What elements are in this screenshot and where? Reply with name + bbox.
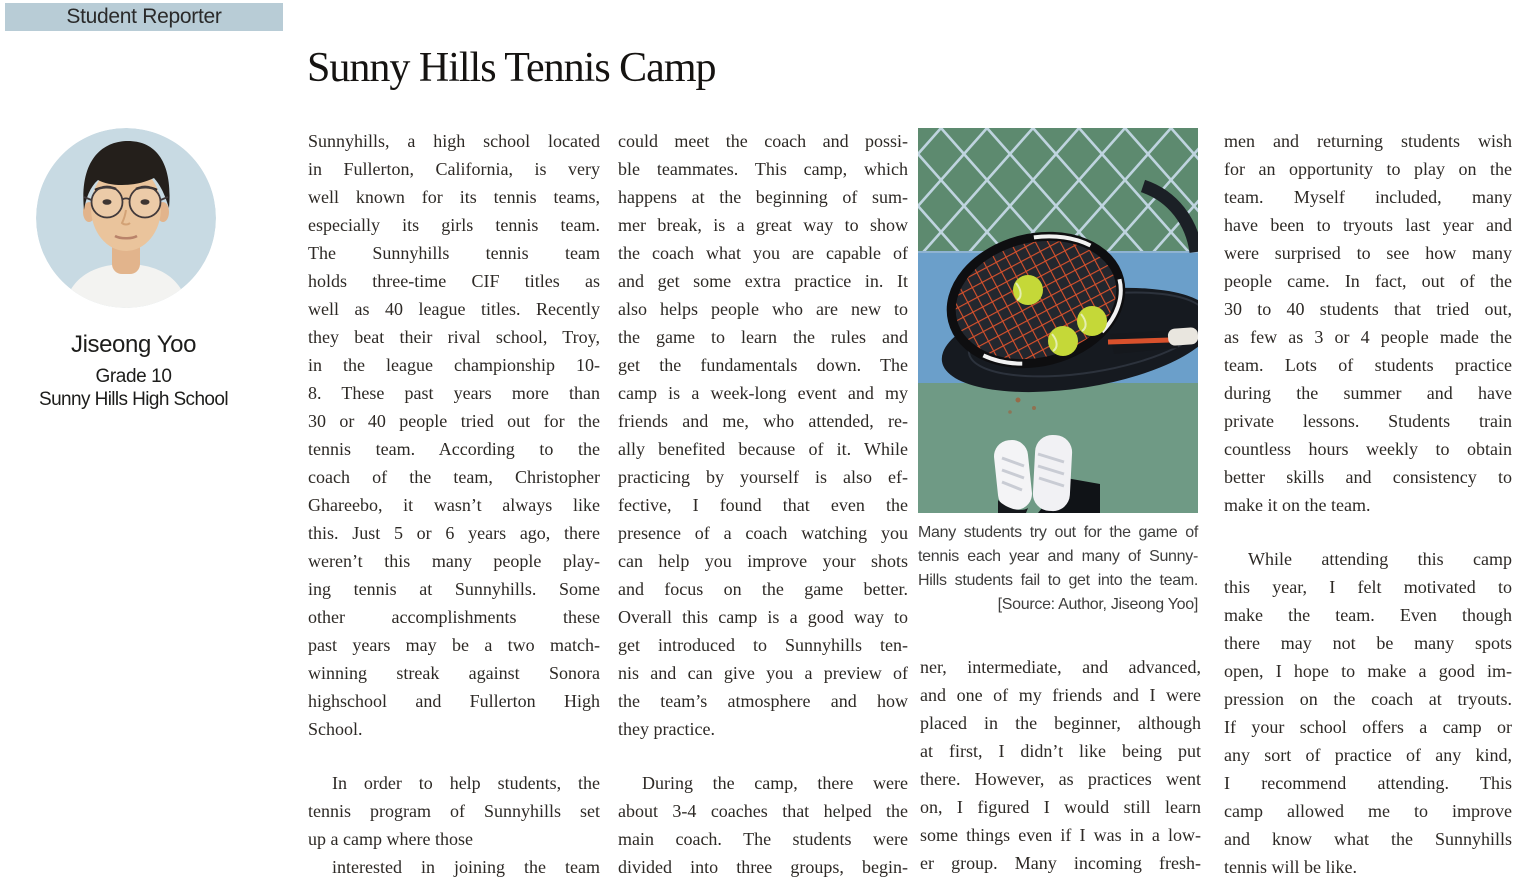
section-label: Student Reporter	[66, 5, 222, 28]
body-line: and focus on the game better.	[618, 579, 908, 599]
body-line: holds three-time CIF titles as	[308, 271, 600, 291]
body-line: coach of the team, Christopher	[308, 467, 600, 487]
glasses-icon	[92, 187, 123, 218]
body-line: camp allowed me to improve	[1224, 801, 1512, 821]
article-column-4	[1224, 127, 1512, 881]
body-line: there. However, as practices went	[920, 769, 1201, 789]
body-line: in Fullerton, California, is very	[308, 159, 600, 179]
caption-line: Hills students fail to get into the team.	[918, 572, 1198, 589]
section-banner	[5, 3, 283, 31]
body-line: ble teammates. This camp, which	[618, 159, 908, 179]
body-line: 30 to 40 students that tried out,	[1224, 299, 1512, 319]
body-line: fective, I found that even the	[618, 495, 908, 515]
body-line: divided into three groups, begin-	[618, 857, 908, 877]
body-line: main coach. The students were	[618, 829, 908, 849]
photo-caption	[918, 521, 1198, 617]
body-line: in the league championship 10-	[308, 355, 600, 375]
author-photo	[36, 128, 216, 308]
body-line: School.	[308, 719, 363, 739]
body-line: In order to help students, the	[332, 773, 600, 793]
author-grade: Grade 10	[95, 366, 172, 387]
body-line: especially its girls tennis team.	[308, 215, 600, 235]
body-line: and know what the Sunnyhills	[1224, 829, 1512, 849]
body-line: ner, intermediate, and advanced,	[920, 657, 1201, 677]
body-line: up a camp where those	[308, 829, 473, 849]
body-line: countless hours weekly to obtain	[1224, 439, 1512, 459]
body-line: some things even if I was in a low-	[920, 825, 1201, 845]
body-line: highschool and Fullerton High	[308, 691, 600, 711]
body-line: and get some extra practice in. It	[618, 271, 908, 291]
author-school: Sunny Hills High School	[39, 389, 228, 410]
author-portrait-illustration	[36, 128, 216, 308]
body-line: and one of my friends and I were	[920, 685, 1201, 705]
body-line: 8. These past years more than	[308, 383, 600, 403]
body-line: could meet the coach and possi-	[618, 131, 908, 151]
body-line: Ghareebo, it wasn’t always like	[308, 495, 600, 515]
body-line: During the camp, there were	[642, 773, 908, 793]
body-line: 30 or 40 people tried out for the	[308, 411, 600, 431]
body-line: mer break, is a great way to show	[618, 215, 908, 235]
body-line: men and returning students wish	[1224, 131, 1512, 151]
body-line: nis and can give you a preview of	[618, 663, 908, 683]
body-line: happens at the beginning of sum-	[618, 187, 908, 207]
body-line: winning streak against Sonora	[308, 663, 600, 683]
body-line: I recommend attending. This	[1224, 773, 1512, 793]
body-line: camp is a week-long event and my	[618, 383, 908, 403]
source-credit: [Source: Author, Jiseong Yoo]	[997, 596, 1198, 613]
body-line: get introduced to Sunnyhills ten-	[618, 635, 908, 655]
body-line: people came. In fact, out of the	[1224, 271, 1512, 291]
body-line: private lessons. Students train	[1224, 411, 1512, 431]
body-line: as few as 3 or 4 people made the	[1224, 327, 1512, 347]
body-line: make the team. Even though	[1224, 605, 1512, 625]
body-line: the game to learn the rules and	[618, 327, 908, 347]
body-line: pression on the coach at tryouts.	[1224, 689, 1512, 709]
body-line: were surprised to see how many	[1224, 243, 1512, 263]
body-line: this. Just 5 or 6 years ago, there	[308, 523, 600, 543]
body-line: during the summer and have	[1224, 383, 1512, 403]
body-line: tennis program of Sunnyhills set	[308, 801, 600, 821]
caption-line: tennis each year and many of Sunny-	[918, 548, 1198, 565]
body-line: tennis team. According to the	[308, 439, 600, 459]
body-line: make it on the team.	[1224, 495, 1371, 515]
body-line: practicing by yourself is also ef-	[618, 467, 908, 487]
article-column-1	[308, 127, 600, 881]
body-line: Overall this camp is a good way to	[618, 607, 908, 627]
body-line: for an opportunity to play on the	[1224, 159, 1512, 179]
body-line: there may not be many spots	[1224, 633, 1512, 653]
body-line: While attending this camp	[1248, 549, 1512, 569]
author-name: Jiseong Yoo	[70, 331, 197, 358]
body-line: team. Lots of students practice	[1224, 355, 1512, 375]
body-line: about 3-4 coaches that helped the	[618, 801, 908, 821]
body-line: placed in the beginner, although	[920, 713, 1201, 733]
article-title: Sunny Hills Tennis Camp	[307, 45, 716, 91]
article-column-3	[920, 653, 1201, 877]
body-line: better skills and consistency to	[1224, 467, 1512, 487]
racket-grip	[1167, 327, 1198, 346]
body-line: can help you improve your shots	[618, 551, 908, 571]
body-line: The Sunnyhills tennis team	[308, 243, 600, 263]
body-line: past years may be a two match-	[308, 635, 600, 655]
body-line: the team’s atmosphere and how	[618, 691, 908, 711]
body-line: have been to tryouts last year and	[1224, 215, 1512, 235]
body-line: well known for its tennis teams,	[308, 187, 600, 207]
body-line: interested in joining the team	[332, 857, 600, 877]
body-line: If your school offers a camp or	[1224, 717, 1512, 737]
body-line: team. Myself included, many	[1224, 187, 1512, 207]
body-line: er group. Many incoming fresh-	[920, 853, 1201, 873]
body-line: ally benefited because of it. While	[618, 439, 908, 459]
body-line: they practice.	[618, 719, 715, 739]
body-line: ing tennis at Sunnyhills. Some	[308, 579, 600, 599]
article-column-2	[618, 127, 908, 881]
body-line: other accomplishments these	[308, 607, 600, 627]
body-line: tennis will be like.	[1224, 857, 1357, 877]
tennis-court-illustration	[918, 128, 1198, 513]
body-line: on, I figured I would still learn	[920, 797, 1201, 817]
body-line: presence of a coach watching you	[618, 523, 908, 543]
body-line: friends and me, who attended, re-	[618, 411, 908, 431]
body-line: well as 40 league titles. Recently	[308, 299, 600, 319]
body-line: Sunnyhills, a high school located	[308, 131, 600, 151]
body-line: weren’t this many people play-	[308, 551, 600, 571]
body-line: the coach what you are capable of	[618, 243, 908, 263]
body-line: any sort of practice of any kind,	[1224, 745, 1512, 765]
body-line: get the fundamentals down. The	[618, 355, 908, 375]
body-line: at first, I didn’t like being put	[920, 741, 1201, 761]
tennis-photo	[918, 128, 1198, 513]
caption-line: Many students try out for the game of	[918, 524, 1198, 541]
body-line: they beat their rival school, Troy,	[308, 327, 600, 347]
body-line: open, I hope to make a good im-	[1224, 661, 1512, 681]
body-line: also helps people who are new to	[618, 299, 908, 319]
body-line: this year, I felt motivated to	[1224, 577, 1512, 597]
